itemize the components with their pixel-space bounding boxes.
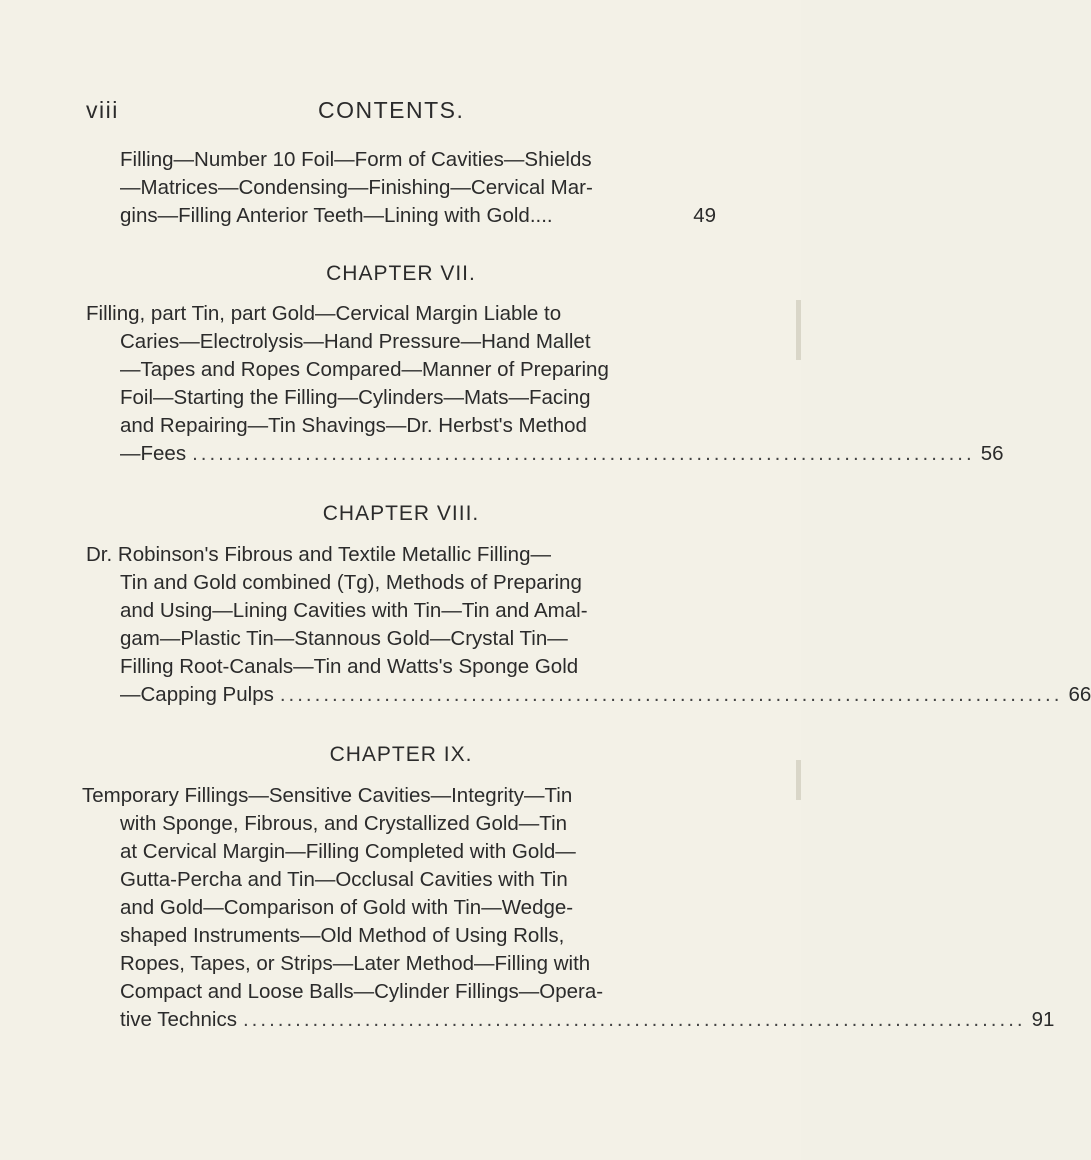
entry-line: and Using—Lining Cavities with Tin—Tin and Amal-	[120, 599, 588, 622]
contents-entry-chapter-7	[86, 300, 1004, 468]
entry-line: Dr. Robinson's Fibrous and Textile Metallic Filling—	[86, 543, 551, 566]
entry-line: shaped Instruments—Old Method of Using Rolls,	[120, 924, 565, 947]
page-edge-shadow	[796, 300, 801, 360]
page-folio: viii	[86, 97, 119, 123]
entry-line: at Cervical Margin—Filling Completed with Gold—	[120, 840, 576, 863]
entry-last-line: gins—Filling Anterior Teeth—Lining with Gold....	[120, 204, 553, 227]
entry-line: —Matrices—Condensing—Finishing—Cervical Mar-	[120, 176, 593, 199]
dot-leader: ..........................................................................................	[242, 1008, 1026, 1031]
entry-line: gam—Plastic Tin—Stannous Gold—Crystal Tin—	[120, 627, 568, 650]
entry-last-line: tive Technics	[120, 1008, 237, 1031]
entry-page-number: 66	[1068, 683, 1091, 706]
chapter-heading-ix: CHAPTER IX.	[329, 743, 473, 766]
running-head	[86, 97, 716, 131]
dot-leader: ..........................................................................................	[192, 442, 975, 465]
entry-line: —Tapes and Ropes Compared—Manner of Preparing	[120, 358, 609, 381]
entry-line: Filling Root-Canals—Tin and Watts's Sponge Gold	[120, 655, 579, 678]
entry-last-line: —Capping Pulps	[120, 683, 274, 706]
entry-line: Filling—Number 10 Foil—Form of Cavities—Shields	[120, 148, 592, 171]
entry-line: Temporary Fillings—Sensitive Cavities—Integrity—Tin	[82, 784, 573, 807]
entry-last-line: —Fees	[120, 442, 187, 465]
entry-page-number: 49	[693, 204, 716, 227]
contents-entry-chapter-9	[82, 782, 1055, 1034]
chapter-heading-vii: CHAPTER VII.	[326, 262, 476, 285]
contents-entry-chapter-6	[86, 146, 716, 230]
running-head-title: CONTENTS.	[318, 97, 465, 123]
entry-line: and Gold—Comparison of Gold with Tin—Wedge-	[120, 896, 574, 919]
entry-line: Filling, part Tin, part Gold—Cervical Margin Liable to	[86, 302, 562, 325]
entry-line: with Sponge, Fibrous, and Crystallized Gold—Tin	[120, 812, 568, 835]
entry-page-number: 91	[1031, 1008, 1055, 1031]
entry-line: Compact and Loose Balls—Cylinder Fillings—Opera-	[120, 980, 604, 1003]
entry-line: Caries—Electrolysis—Hand Pressure—Hand Mallet	[120, 330, 591, 353]
entry-line: and Repairing—Tin Shavings—Dr. Herbst's Method	[120, 414, 587, 437]
chapter-heading-viii: CHAPTER VIII.	[322, 502, 480, 525]
entry-line: Gutta-Percha and Tin—Occlusal Cavities with Tin	[120, 868, 568, 891]
contents-entry-chapter-8	[86, 541, 1091, 709]
page-edge-shadow	[796, 760, 801, 800]
dot-leader: ..........................................................................................	[279, 683, 1063, 706]
entry-line: Tin and Gold combined (Tg), Methods of Preparing	[120, 571, 582, 594]
entry-line: Ropes, Tapes, or Strips—Later Method—Filling with	[120, 952, 591, 975]
entry-page-number: 56	[980, 442, 1004, 465]
entry-line: Foil—Starting the Filling—Cylinders—Mats—Facing	[120, 386, 591, 409]
